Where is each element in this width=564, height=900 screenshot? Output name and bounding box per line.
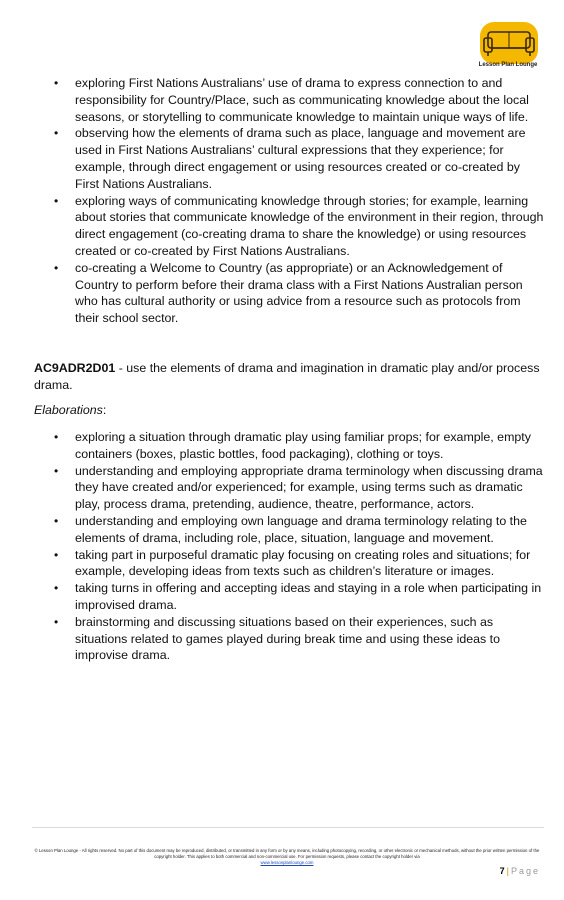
bullet-list-elaborations bbox=[54, 429, 547, 664]
bullet-icon: • bbox=[54, 581, 59, 596]
bullet-icon: • bbox=[54, 614, 59, 629]
logo bbox=[476, 20, 542, 68]
content-description bbox=[34, 360, 544, 394]
list-item: • co-creating a Welcome to Country (as appropriate) or an Acknowledgement of Country to perform before their drama class with a First Nations Australian person who has cultural authority or using advice from a resource such as protocols from their school sector. bbox=[54, 260, 523, 326]
website-link[interactable]: www.lessonplanlounge.com bbox=[260, 860, 314, 865]
bullet-list-first-nations bbox=[54, 75, 545, 327]
bullet-icon: • bbox=[54, 126, 59, 141]
list-item: • taking turns in offering and accepting ideas and staying in a role when participating in improvised drama. bbox=[54, 581, 542, 612]
bullet-icon: • bbox=[54, 513, 59, 528]
curriculum-description: - use the elements of drama and imagination in dramatic play and/or process drama. bbox=[34, 361, 540, 392]
couch-icon bbox=[476, 20, 542, 68]
bullet-icon: • bbox=[54, 193, 59, 208]
curriculum-code: AC9ADR2D01 bbox=[34, 361, 116, 375]
list-item: • understanding and employing appropriate drama terminology when discussing drama they have created and/or experienced; for example, using terms such as dramatic play, process drama, pretending, audience, theatre, performance, actors. bbox=[54, 463, 543, 512]
bullet-icon: • bbox=[54, 260, 59, 275]
list-item: • brainstorming and discussing situations based on their experiences, such as situations related to games played during break time and using these ideas to improvise drama. bbox=[54, 614, 500, 663]
list-item: • exploring a situation through dramatic play using familiar props; for example, empty containers (boxes, plastic bottles, food packaging), clothing or toys. bbox=[54, 430, 531, 461]
list-item: • observing how the elements of drama such as place, language and movement are used in First Nations Australians’ cultural expressions that they experience; for example, through direct engagement or using resources created or co-created by First Nations Australians. bbox=[54, 126, 526, 191]
footer-copyright: © Lesson Plan Lounge - All rights reserved. No part of this document may be reproduced, distributed, or transmitted in any form or by any means, including photocopying, recording, or other electronic or mechanical methods, without the prior written permission of the copyright holder. This applies to both commercial and non-commercial use. For permission requests, please contact the copyright holder via www.lessonplanlounge.com bbox=[34, 848, 540, 865]
list-item: • taking part in purposeful dramatic play focusing on creating roles and situations; for example, developing ideas from texts such as children’s literature or images. bbox=[54, 547, 531, 579]
bullet-icon: • bbox=[54, 463, 59, 478]
elaborations-heading: Elaborations: bbox=[34, 403, 107, 417]
bullet-icon: • bbox=[54, 76, 59, 90]
bullet-icon: • bbox=[54, 547, 59, 562]
page-number: 7 | Page bbox=[499, 866, 540, 876]
bullet-icon: • bbox=[54, 430, 59, 444]
list-item: • understanding and employing own language and drama terminology relating to the elements of drama, including role, place, situation, language and movement. bbox=[54, 513, 527, 545]
list-item: • exploring ways of communicating knowledge through stories; for example, learning about stories that communicate knowledge of the environment in their region, through direct engagement (co-creating drama to share the knowledge) or using resources created or co-created by First Nations Australians. bbox=[54, 193, 544, 258]
logo-text: Lesson Plan Lounge bbox=[478, 62, 538, 68]
footer-divider bbox=[32, 827, 544, 828]
list-item: • exploring First Nations Australians’ use of drama to express connection to and responsibility for Country/Place, such as communicating knowledge about the local seasons, or storytelling to communicate knowledge to maintain unique ways of life. bbox=[54, 76, 529, 124]
